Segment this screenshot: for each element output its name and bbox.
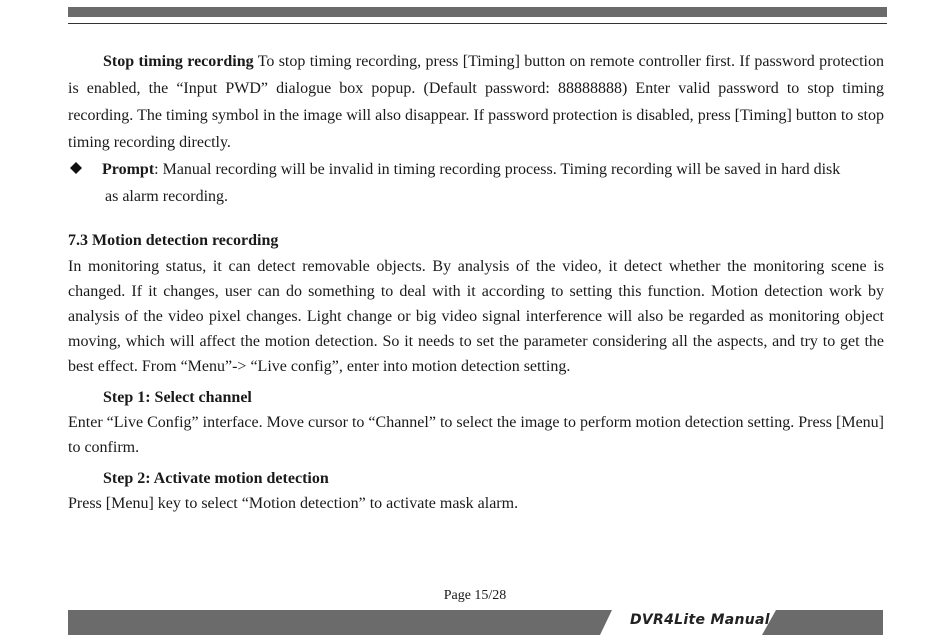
page-number: Page 15/28 [443, 588, 507, 603]
prompt-text-line1: : Manual recording will be invalid in timing recording process. Timing recording will be saved in hard disk [154, 161, 841, 178]
page-content [68, 48, 884, 516]
section-body: In monitoring status, it can detect removable objects. By analysis of the video, it detect whether the monitoring scene is changed. If it changes, user can do something to deal with it according to setting this function. Motion detection work by analysis of the video pixel changes. Light change or big video signal interference will also be regarded as monitoring object moving, which will affect the motion detection. So it needs to set the parameter considering all the aspects, and try to get the best effect. From “Menu”-> “Live config”, enter into motion detection setting. [68, 258, 884, 375]
step2-title: Step 2: Activate motion detection [103, 470, 329, 487]
stop-timing-paragraph [68, 48, 884, 156]
step1-title: Step 1: Select channel [103, 389, 252, 406]
prompt-label: Prompt [102, 161, 155, 178]
section-title: 7.3 Motion detection recording [68, 232, 279, 249]
header-rule [68, 23, 887, 24]
prompt-note [68, 156, 884, 210]
prompt-text-line2: as alarm recording. [105, 188, 229, 205]
header-bar [68, 7, 887, 17]
manual-title: DVR4Lite Manual [630, 612, 770, 628]
stop-timing-heading: Stop timing recording [103, 53, 254, 70]
diamond-bullet-icon [70, 162, 82, 174]
stop-timing-text: To stop timing recording, press [Timing] button on remote controller first. If password protection is enabled, the “Input PWD” dialogue box popup. (Default password: 88888888) Enter valid password to stop timing recording. The timing symbol in the image will also disappear. If password protection is disabled, press [Timing] button to stop timing recording directly. [68, 53, 885, 151]
step1-text: Enter “Live Config” interface. Move cursor to “Channel” to select the image to perform motion detection setting. Press [Menu] to confirm. [68, 414, 884, 456]
step2-text: Press [Menu] key to select “Motion detection” to activate mask alarm. [68, 495, 519, 512]
footer-bar [0, 608, 950, 635]
